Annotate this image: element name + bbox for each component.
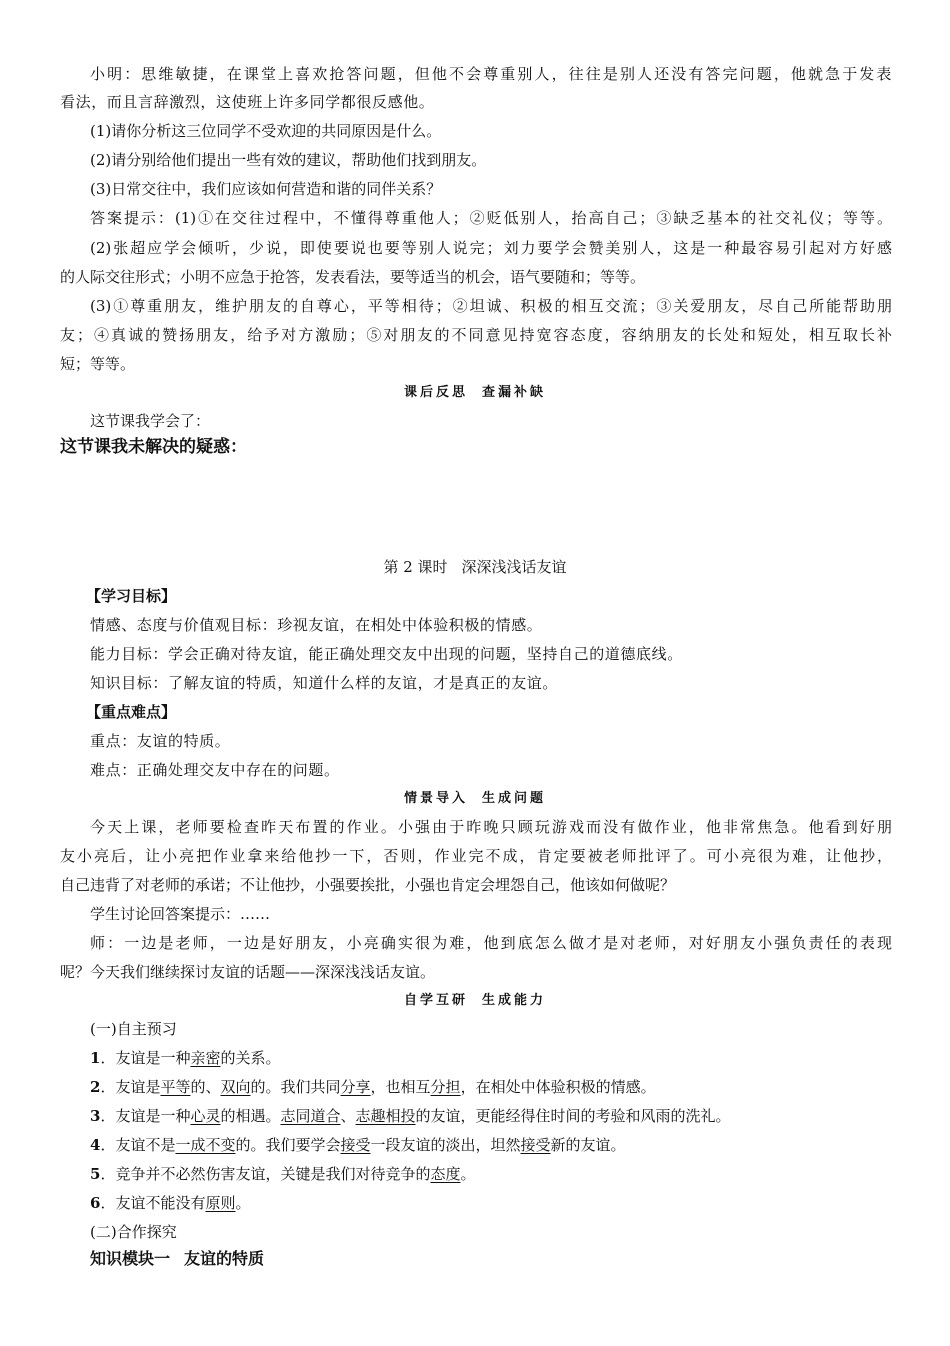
blank-answer: 分担 <box>430 1078 461 1096</box>
story-line1: 今天上课，老师要检查昨天布置的作业。小强由于昨晚只顾玩游戏而没有做作业，他非常焦急。他看到好朋 <box>90 818 892 836</box>
preview-item <box>90 1135 626 1155</box>
preview-item <box>90 1193 250 1213</box>
module-label: 知识模块一 <box>90 1249 171 1268</box>
answer-1: 答案提示：(1)①在交往过程中，不懂得尊重他人；②贬低别人，抬高自己；③缺乏基本的社交礼仪；等等。 <box>90 209 892 227</box>
preview-item <box>90 1077 656 1097</box>
item-text: ．友谊不能没有 <box>100 1194 206 1212</box>
item-text: 。 <box>235 1194 251 1212</box>
item-text: 的、 <box>190 1078 221 1096</box>
answer-3-line3: 短；等等。 <box>60 355 136 373</box>
goal-knowledge: 知识目标：了解友谊的特质，知道什么样的友谊，才是真正的友谊。 <box>90 674 559 692</box>
blank-answer: 平等 <box>160 1078 191 1096</box>
item-text: 一段友谊的淡出，坦然 <box>370 1136 521 1154</box>
item-text: 新的友谊。 <box>550 1136 626 1154</box>
goals-heading: 【学习目标】 <box>86 587 177 605</box>
blank-answer: 心灵 <box>190 1107 221 1125</box>
intro-heading-a: 情景导入 <box>403 791 468 806</box>
unsolved-prompt: 这节课我未解决的疑惑： <box>60 437 247 457</box>
preview-item <box>90 1048 280 1068</box>
item-text: ．友谊是一种 <box>100 1049 191 1067</box>
item-text: ．友谊是 <box>100 1078 161 1096</box>
coop-heading: (二)合作探究 <box>90 1223 177 1241</box>
discussion-hint: 学生讨论回答案提示：…… <box>90 905 271 923</box>
module-heading <box>90 1249 264 1269</box>
blank-answer: 亲密 <box>190 1049 221 1067</box>
item-text: ．友谊不是 <box>100 1136 176 1154</box>
preview-item <box>90 1164 475 1184</box>
item-text: 、 <box>340 1107 356 1125</box>
blank-answer: 原则 <box>205 1194 236 1212</box>
xiaoming-text-line1: 小明：思维敏捷，在课堂上喜欢抢答问题，但他不会尊重别人，往往是别人还没有答完问题，他就急于发表 <box>90 65 892 83</box>
preview-item <box>90 1106 731 1126</box>
item-text: 的相遇。 <box>220 1107 281 1125</box>
lesson-name: 深深浅浅话友谊 <box>461 558 567 576</box>
story-line3: 自己违背了对老师的承诺；不让他抄，小强要挨批，小强也肯定会埋怨自己，他该如何做呢？ <box>60 876 676 894</box>
goal-ability: 能力目标：学会正确对待友谊，能正确处理交友中出现的问题，坚持自己的道德底线。 <box>90 645 683 663</box>
difficult-point: 难点：正确处理交友中存在的问题。 <box>90 761 340 779</box>
item-text: 的友谊，更能经得住时间的考验和风雨的洗礼。 <box>415 1107 731 1125</box>
teacher-line2: 呢？今天我们继续探讨友谊的话题——深深浅浅话友谊。 <box>60 963 436 981</box>
story-line2: 友小亮后，让小亮把作业拿来给他抄一下，否则，作业完不成，肯定要被老师批评了。可小亮很为难，让他抄， <box>60 847 892 865</box>
item-text: ，也相互 <box>370 1078 431 1096</box>
blank-answer: 一成不变 <box>175 1136 236 1154</box>
blank-answer: 志趣相投 <box>355 1107 416 1125</box>
answer-2-line2: 的人际交往形式；小明不应急于抢答，发表看法，要等适当的机会，语气要随和；等等。 <box>60 268 646 286</box>
item-number: 5 <box>90 1165 101 1183</box>
item-number: 3 <box>90 1107 101 1125</box>
answer-3-line1: (3)①尊重朋友，维护朋友的自尊心，平等相待；②坦诚、积极的相互交流；③关爱朋友，尽自己所能帮助朋 <box>90 297 892 315</box>
goal-emotion: 情感、态度与价值观目标：珍视友谊，在相处中体验积极的情感。 <box>90 616 543 634</box>
item-text: 的。我们要学会 <box>235 1136 341 1154</box>
item-number: 1 <box>90 1049 101 1067</box>
item-number: 2 <box>90 1078 101 1096</box>
item-text: ．友谊是一种 <box>100 1107 191 1125</box>
item-text: ，在相处中体验积极的情感。 <box>460 1078 656 1096</box>
selfstudy-heading-b: 生成能力 <box>482 993 547 1008</box>
reflection-heading-a: 课后反思 <box>403 385 468 400</box>
lesson-title <box>0 557 950 577</box>
selfstudy-heading <box>0 991 950 1011</box>
question-1: (1)请你分析这三位同学不受欢迎的共同原因是什么。 <box>90 122 442 140</box>
item-text: 。 <box>460 1165 476 1183</box>
intro-heading <box>0 789 950 809</box>
lesson-number: 第 2 课时 <box>383 558 448 576</box>
blank-answer: 接受 <box>340 1136 371 1154</box>
item-text: 的关系。 <box>220 1049 281 1067</box>
blank-answer: 分享 <box>340 1078 371 1096</box>
xiaoming-text-line2: 看法，而且言辞激烈，这使班上许多同学都很反感他。 <box>60 93 435 111</box>
answer-3-line2: 友；④真诚的赞扬朋友，给予对方激励；⑤对朋友的不同意见持宽容态度，容纳朋友的长处和短处，相互取长补 <box>60 326 892 344</box>
teacher-line1: 师：一边是老师，一边是好朋友，小亮确实很为难，他到底怎么做才是对老师，对好朋友小强负责任的表现 <box>90 934 892 952</box>
reflection-heading <box>0 383 950 403</box>
blank-answer: 志同道合 <box>280 1107 341 1125</box>
key-point: 重点：友谊的特质。 <box>90 732 231 750</box>
reflection-heading-b: 查漏补缺 <box>482 385 547 400</box>
question-3: (3)日常交往中，我们应该如何营造和谐的同伴关系？ <box>90 180 442 198</box>
intro-heading-b: 生成问题 <box>482 791 547 806</box>
blank-answer: 接受 <box>520 1136 551 1154</box>
item-text: ．竞争并不必然伤害友谊，关键是我们对待竞争的 <box>100 1165 431 1183</box>
preview-heading: (一)自主预习 <box>90 1020 177 1038</box>
item-text: 的。我们共同 <box>250 1078 341 1096</box>
item-number: 6 <box>90 1194 101 1212</box>
answer-2-line1: (2)张超应学会倾听，少说，即使要说也要等别人说完；刘力要学会赞美别人，这是一种最容易引起对方好感 <box>90 239 892 257</box>
question-2: (2)请分别给他们提出一些有效的建议，帮助他们找到朋友。 <box>90 151 487 169</box>
blank-answer: 双向 <box>220 1078 251 1096</box>
blank-answer: 态度 <box>430 1165 461 1183</box>
learned-prompt: 这节课我学会了： <box>90 412 211 430</box>
item-number: 4 <box>90 1136 101 1154</box>
selfstudy-heading-a: 自学互研 <box>403 993 468 1008</box>
module-title: 友谊的特质 <box>184 1249 265 1268</box>
key-heading: 【重点难点】 <box>86 703 177 721</box>
